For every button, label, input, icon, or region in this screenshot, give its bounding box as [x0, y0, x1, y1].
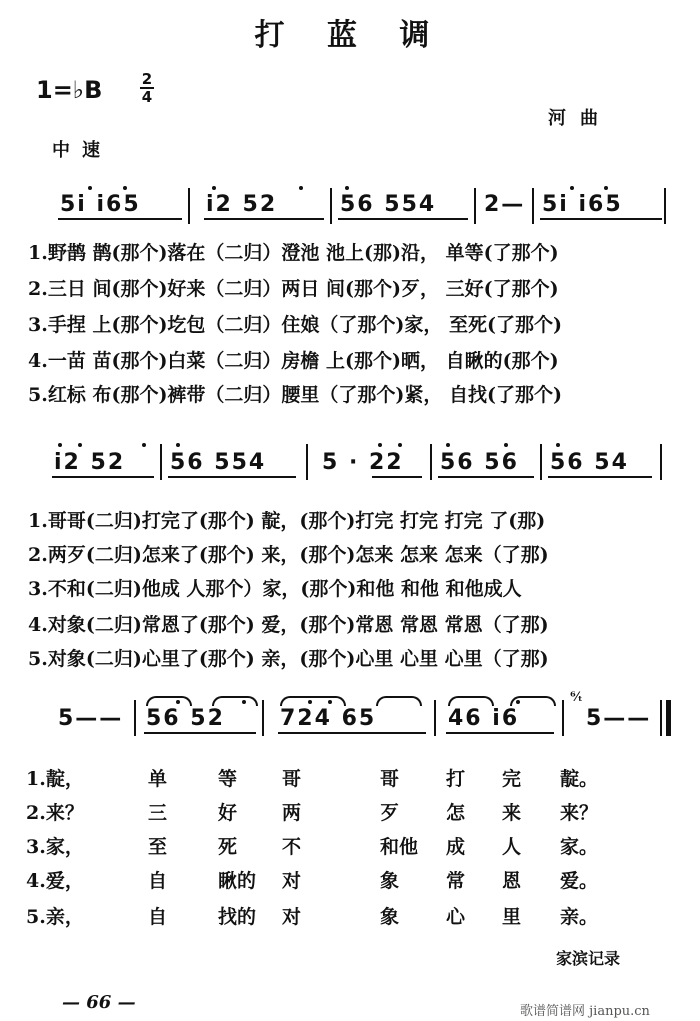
- measure: 46 i6: [448, 706, 520, 731]
- octave-dot: [299, 186, 303, 190]
- barline: [562, 700, 564, 736]
- lyric-line: 1.野鹊 鹊(那个)落在（二归）澄池 池上(那)沿， 单等(了那个): [28, 242, 559, 264]
- tempo-marking: 中速: [52, 140, 112, 161]
- barline: [664, 188, 666, 224]
- lyric-cell: 等: [218, 768, 238, 790]
- lyric-cell: 1.靛，: [26, 768, 84, 790]
- measure: 2—: [484, 192, 526, 217]
- octave-dot: [88, 186, 92, 190]
- lyric-cell: 完: [502, 768, 522, 790]
- measure: i2 52: [206, 192, 278, 217]
- lyric-cell: 象: [380, 906, 400, 928]
- lyric-cell: 至: [148, 836, 168, 858]
- time-signature: [140, 72, 154, 104]
- lyric-line: 4.一苗 苗(那个)白菜（二归）房檐 上(那个)晒， 自瞅的(那个): [28, 350, 559, 372]
- barline: [660, 444, 662, 480]
- barline: [474, 188, 476, 224]
- octave-dot: [345, 186, 349, 190]
- slur: [212, 696, 258, 706]
- lyric-cell: 自: [148, 906, 168, 928]
- region-label: 河曲: [548, 108, 612, 129]
- barline: [540, 444, 542, 480]
- barline: [160, 444, 162, 480]
- measure: 56 554: [170, 450, 267, 475]
- lyric-cell: 2.来？: [26, 802, 84, 824]
- octave-dot: [398, 443, 402, 447]
- lyric-cell: 家。: [560, 836, 599, 858]
- octave-dot: [58, 443, 62, 447]
- slur: [448, 696, 494, 706]
- octave-dot: [176, 443, 180, 447]
- lyric-cell: 恩: [502, 870, 522, 892]
- octave-dot: [504, 443, 508, 447]
- octave-dot: [570, 186, 574, 190]
- barline: [434, 700, 436, 736]
- octave-dot: [123, 186, 127, 190]
- lyric-cell: 5.亲，: [26, 906, 84, 928]
- measure: 56 52: [146, 706, 225, 731]
- barline: [306, 444, 308, 480]
- lyric-cell: 单: [148, 768, 168, 790]
- lyric-cell: 亲。: [560, 906, 599, 928]
- underline: [438, 476, 534, 478]
- lyric-line: 3.手捏 上(那个)圪包（二归）住娘（了那个)家， 至死(了那个): [28, 314, 563, 336]
- octave-dot: [176, 700, 180, 704]
- lyric-line: 1.哥哥(二归)打完了(那个) 靛，(那个)打完 打完 打完 了(那): [28, 510, 546, 532]
- barline: [134, 700, 136, 736]
- lyric-line: 5.对象(二归)心里了(那个) 亲，(那个)心里 心里 心里（了那): [28, 648, 549, 670]
- underline: [144, 732, 256, 734]
- lyric-cell: 心: [446, 906, 466, 928]
- octave-dot: [328, 700, 332, 704]
- underline: [548, 476, 652, 478]
- final-barline: [666, 700, 671, 736]
- underline: [58, 218, 182, 220]
- underline: [372, 476, 422, 478]
- underline: [52, 476, 154, 478]
- lyric-cell: 歹: [380, 802, 400, 824]
- lyric-cell: 和他: [380, 836, 419, 858]
- underline: [204, 218, 324, 220]
- measure: 5i i65: [542, 192, 623, 217]
- measure: i2 52: [54, 450, 126, 475]
- lyric-cell: 3.家，: [26, 836, 84, 858]
- octave-dot: [308, 700, 312, 704]
- underline: [446, 732, 554, 734]
- slur: [280, 696, 346, 706]
- lyric-line: 3.不和(二归)他成 人那个）家，(那个)和他 和他 和他成人: [28, 578, 522, 600]
- barline: [430, 444, 432, 480]
- song-title: 打 蓝 调: [254, 18, 446, 53]
- lyric-line: 2.三日 间(那个)好来（二归）两日 间(那个)歹， 三好(了那个): [28, 278, 559, 300]
- lyric-line: 2.两歹(二归)怎来了(那个) 来，(那个)怎来 怎来 怎来（了那): [28, 544, 549, 566]
- lyric-cell: 靛。: [560, 768, 599, 790]
- octave-dot: [378, 443, 382, 447]
- slur: [376, 696, 422, 706]
- measure: 5i i65: [60, 192, 141, 217]
- lyric-cell: 象: [380, 870, 400, 892]
- lyric-cell: 打: [446, 768, 466, 790]
- key-signature: 1=♭B: [36, 76, 103, 104]
- lyric-cell: 找的: [218, 906, 257, 928]
- lyric-cell: 常: [446, 870, 466, 892]
- octave-dot: [78, 443, 82, 447]
- slur: [146, 696, 192, 706]
- barline: [262, 700, 264, 736]
- lyric-cell: 4.爱，: [26, 870, 84, 892]
- time-numerator: 2: [141, 70, 153, 88]
- barline: [330, 188, 332, 224]
- underline: [540, 218, 662, 220]
- watermark: 歌谱简谱网 jianpu.cn: [520, 1004, 650, 1019]
- lyric-line: 4.对象(二归)常恩了(那个) 爱，(那个)常恩 常恩 常恩（了那): [28, 614, 549, 636]
- fermata-mark: ⁶⁄ₜ: [570, 690, 583, 705]
- octave-dot: [516, 700, 520, 704]
- lyric-cell: 两: [282, 802, 302, 824]
- lyric-cell: 来: [502, 802, 522, 824]
- barline: [188, 188, 190, 224]
- octave-dot: [446, 443, 450, 447]
- octave-dot: [604, 186, 608, 190]
- barline: [532, 188, 534, 224]
- lyric-line: 5.红标 布(那个)裤带（二归）腰里（了那个)紧， 自找(了那个): [28, 384, 563, 406]
- measure: 5——: [58, 706, 124, 731]
- octave-dot: [242, 700, 246, 704]
- lyric-cell: 对: [282, 906, 302, 928]
- lyric-cell: 里: [502, 906, 522, 928]
- lyric-cell: 人: [502, 836, 522, 858]
- lyric-cell: 三: [148, 802, 168, 824]
- octave-dot: [142, 443, 146, 447]
- time-denominator: 4: [141, 88, 153, 106]
- measure: 56 554: [340, 192, 437, 217]
- lyric-cell: 来？: [560, 802, 599, 824]
- lyric-cell: 爱。: [560, 870, 599, 892]
- lyric-cell: 怎: [446, 802, 466, 824]
- lyric-cell: 哥: [282, 768, 302, 790]
- lyric-cell: 成: [446, 836, 466, 858]
- lyric-cell: 好: [218, 802, 238, 824]
- lyric-cell: 哥: [380, 768, 400, 790]
- recorder-credit: 家滨记录: [556, 949, 621, 968]
- measure: 724 65: [280, 706, 377, 731]
- lyric-cell: 对: [282, 870, 302, 892]
- octave-dot: [212, 186, 216, 190]
- underline: [338, 218, 468, 220]
- measure: 5——: [586, 706, 652, 731]
- measure: 56 56: [440, 450, 519, 475]
- lyric-cell: 死: [218, 836, 238, 858]
- barline: [660, 700, 662, 736]
- lyric-cell: 不: [282, 836, 302, 858]
- measure: 5 · 22: [322, 450, 404, 475]
- octave-dot: [556, 443, 560, 447]
- underline: [278, 732, 426, 734]
- lyric-cell: 瞅的: [218, 870, 257, 892]
- underline: [168, 476, 296, 478]
- page-number: — 66 —: [62, 992, 136, 1013]
- measure: 56 54: [550, 450, 629, 475]
- lyric-cell: 自: [148, 870, 168, 892]
